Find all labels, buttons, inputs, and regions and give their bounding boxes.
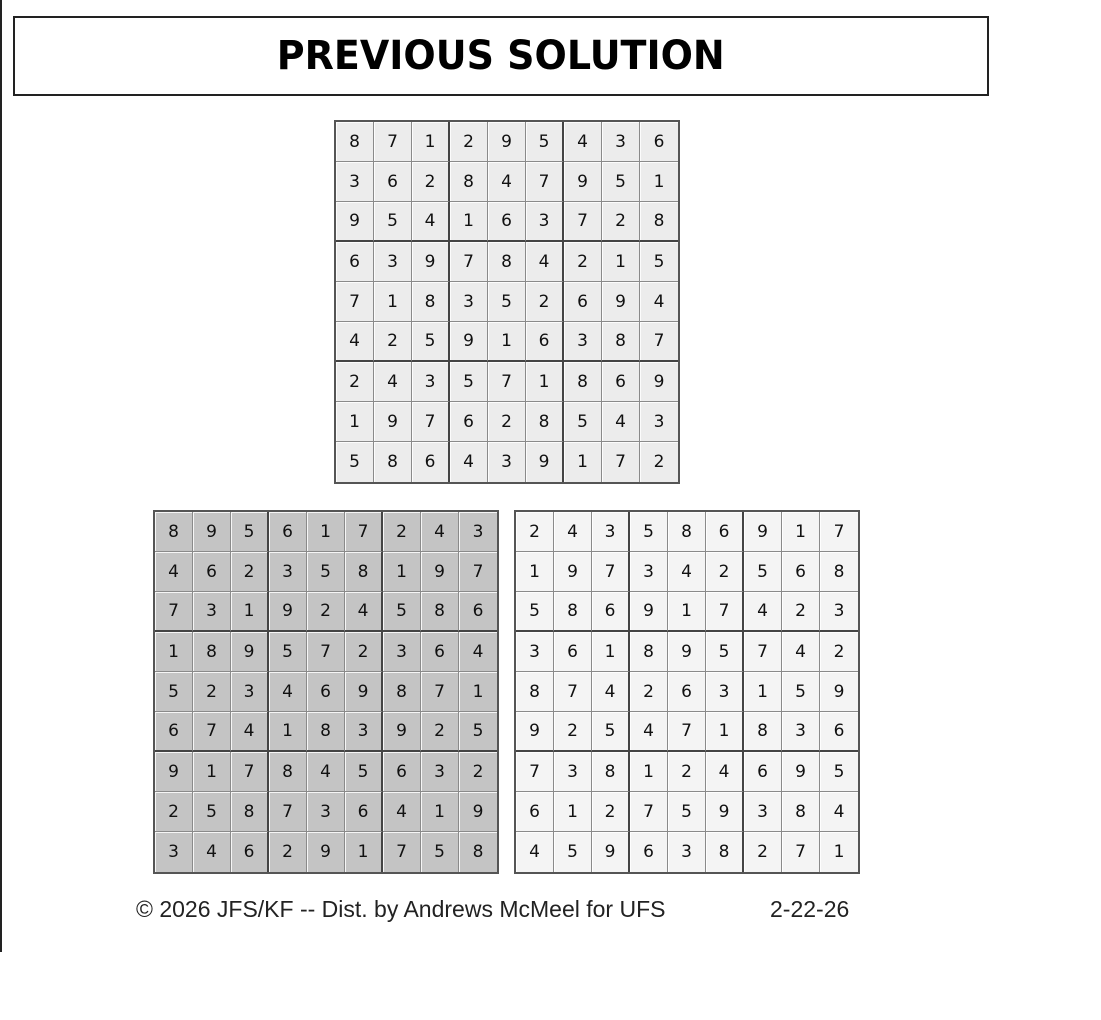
sudoku-cell: 8 bbox=[307, 712, 345, 752]
sudoku-cell: 3 bbox=[820, 592, 858, 632]
sudoku-cell: 6 bbox=[706, 512, 744, 552]
sudoku-cell: 6 bbox=[383, 752, 421, 792]
sudoku-cell: 8 bbox=[459, 832, 497, 872]
sudoku-cell: 9 bbox=[554, 552, 592, 592]
sudoku-cell: 8 bbox=[554, 592, 592, 632]
sudoku-cell: 5 bbox=[668, 792, 706, 832]
sudoku-cell: 9 bbox=[459, 792, 497, 832]
sudoku-cell: 3 bbox=[554, 752, 592, 792]
sudoku-cell: 7 bbox=[412, 402, 450, 442]
sudoku-grid-bottom-right bbox=[514, 510, 860, 874]
sudoku-cell: 1 bbox=[592, 632, 630, 672]
sudoku-cell: 5 bbox=[374, 202, 412, 242]
sudoku-cell: 6 bbox=[450, 402, 488, 442]
sudoku-cell: 4 bbox=[630, 712, 668, 752]
sudoku-cell: 2 bbox=[706, 552, 744, 592]
sudoku-cell: 1 bbox=[554, 792, 592, 832]
sudoku-cell: 5 bbox=[744, 552, 782, 592]
sudoku-cell: 5 bbox=[336, 442, 374, 482]
sudoku-cell: 6 bbox=[526, 322, 564, 362]
sudoku-cell: 9 bbox=[526, 442, 564, 482]
sudoku-cell: 9 bbox=[193, 512, 231, 552]
sudoku-cell: 9 bbox=[488, 122, 526, 162]
sudoku-cell: 5 bbox=[421, 832, 459, 872]
sudoku-cell: 2 bbox=[564, 242, 602, 282]
page-title: PREVIOUS SOLUTION bbox=[277, 33, 725, 79]
sudoku-cell: 5 bbox=[592, 712, 630, 752]
sudoku-cell: 2 bbox=[592, 792, 630, 832]
sudoku-cell: 1 bbox=[630, 752, 668, 792]
sudoku-cell: 9 bbox=[630, 592, 668, 632]
sudoku-cell: 1 bbox=[602, 242, 640, 282]
sudoku-cell: 2 bbox=[231, 552, 269, 592]
sudoku-cell: 7 bbox=[307, 632, 345, 672]
sudoku-cell: 9 bbox=[421, 552, 459, 592]
sudoku-cell: 1 bbox=[345, 832, 383, 872]
sudoku-cell: 9 bbox=[374, 402, 412, 442]
sudoku-cell: 6 bbox=[336, 242, 374, 282]
sudoku-cell: 4 bbox=[383, 792, 421, 832]
sudoku-cell: 6 bbox=[269, 512, 307, 552]
sudoku-cell: 2 bbox=[383, 512, 421, 552]
sudoku-cell: 3 bbox=[374, 242, 412, 282]
sudoku-cell: 8 bbox=[592, 752, 630, 792]
sudoku-cell: 4 bbox=[345, 592, 383, 632]
sudoku-cell: 8 bbox=[744, 712, 782, 752]
sudoku-cell: 2 bbox=[269, 832, 307, 872]
sudoku-cell: 4 bbox=[412, 202, 450, 242]
sudoku-cell: 4 bbox=[336, 322, 374, 362]
sudoku-cell: 4 bbox=[744, 592, 782, 632]
sudoku-cell: 6 bbox=[488, 202, 526, 242]
sudoku-cell: 2 bbox=[412, 162, 450, 202]
sudoku-cell: 9 bbox=[231, 632, 269, 672]
sudoku-cell: 7 bbox=[630, 792, 668, 832]
sudoku-cell: 1 bbox=[421, 792, 459, 832]
sudoku-cell: 2 bbox=[336, 362, 374, 402]
sudoku-cell: 7 bbox=[516, 752, 554, 792]
sudoku-cell: 7 bbox=[345, 512, 383, 552]
sudoku-cell: 9 bbox=[336, 202, 374, 242]
sudoku-cell: 3 bbox=[421, 752, 459, 792]
sudoku-cell: 2 bbox=[640, 442, 678, 482]
sudoku-cell: 8 bbox=[155, 512, 193, 552]
sudoku-cell: 9 bbox=[592, 832, 630, 872]
sudoku-cell: 1 bbox=[412, 122, 450, 162]
sudoku-cell: 2 bbox=[345, 632, 383, 672]
sudoku-cell: 2 bbox=[421, 712, 459, 752]
sudoku-cell: 2 bbox=[630, 672, 668, 712]
sudoku-cell: 8 bbox=[640, 202, 678, 242]
sudoku-cell: 3 bbox=[516, 632, 554, 672]
sudoku-cell: 1 bbox=[526, 362, 564, 402]
sudoku-cell: 4 bbox=[526, 242, 564, 282]
sudoku-cell: 5 bbox=[516, 592, 554, 632]
sudoku-cell: 9 bbox=[782, 752, 820, 792]
sudoku-cell: 7 bbox=[374, 122, 412, 162]
sudoku-cell: 3 bbox=[744, 792, 782, 832]
sudoku-cell: 5 bbox=[307, 552, 345, 592]
sudoku-cell: 6 bbox=[744, 752, 782, 792]
sudoku-cell: 7 bbox=[269, 792, 307, 832]
sudoku-cell: 1 bbox=[155, 632, 193, 672]
sudoku-cell: 5 bbox=[193, 792, 231, 832]
sudoku-cell: 9 bbox=[269, 592, 307, 632]
sudoku-cell: 4 bbox=[307, 752, 345, 792]
sudoku-cell: 4 bbox=[602, 402, 640, 442]
sudoku-cell: 6 bbox=[374, 162, 412, 202]
sudoku-cell: 3 bbox=[193, 592, 231, 632]
sudoku-cell: 2 bbox=[450, 122, 488, 162]
sudoku-cell: 6 bbox=[516, 792, 554, 832]
sudoku-cell: 9 bbox=[155, 752, 193, 792]
sudoku-cell: 6 bbox=[630, 832, 668, 872]
header-banner bbox=[13, 16, 989, 96]
sudoku-cell: 8 bbox=[336, 122, 374, 162]
sudoku-cell: 5 bbox=[564, 402, 602, 442]
sudoku-cell: 1 bbox=[450, 202, 488, 242]
sudoku-cell: 4 bbox=[155, 552, 193, 592]
sudoku-cell: 7 bbox=[488, 362, 526, 402]
sudoku-cell: 7 bbox=[231, 752, 269, 792]
sudoku-cell: 4 bbox=[668, 552, 706, 592]
sudoku-cell: 2 bbox=[459, 752, 497, 792]
sudoku-cell: 8 bbox=[630, 632, 668, 672]
sudoku-cell: 3 bbox=[640, 402, 678, 442]
sudoku-cell: 1 bbox=[706, 712, 744, 752]
sudoku-cell: 8 bbox=[516, 672, 554, 712]
sudoku-cell: 6 bbox=[307, 672, 345, 712]
sudoku-cell: 3 bbox=[564, 322, 602, 362]
sudoku-cell: 9 bbox=[640, 362, 678, 402]
sudoku-cell: 3 bbox=[345, 712, 383, 752]
footer-date: 2-22-26 bbox=[770, 896, 850, 922]
sudoku-cell: 5 bbox=[155, 672, 193, 712]
sudoku-cell: 9 bbox=[744, 512, 782, 552]
sudoku-cell: 2 bbox=[155, 792, 193, 832]
sudoku-cell: 3 bbox=[526, 202, 564, 242]
sudoku-cell: 2 bbox=[744, 832, 782, 872]
sudoku-cell: 7 bbox=[706, 592, 744, 632]
sudoku-cell: 7 bbox=[602, 442, 640, 482]
sudoku-cell: 5 bbox=[640, 242, 678, 282]
sudoku-cell: 8 bbox=[383, 672, 421, 712]
sudoku-cell: 7 bbox=[592, 552, 630, 592]
sudoku-cell: 1 bbox=[307, 512, 345, 552]
sudoku-cell: 9 bbox=[412, 242, 450, 282]
sudoku-cell: 3 bbox=[488, 442, 526, 482]
sudoku-cell: 8 bbox=[231, 792, 269, 832]
sudoku-cell: 7 bbox=[336, 282, 374, 322]
sudoku-cell: 1 bbox=[820, 832, 858, 872]
sudoku-cell: 1 bbox=[564, 442, 602, 482]
sudoku-cell: 3 bbox=[383, 632, 421, 672]
sudoku-cell: 6 bbox=[193, 552, 231, 592]
sudoku-cell: 3 bbox=[336, 162, 374, 202]
sudoku-cell: 1 bbox=[336, 402, 374, 442]
sudoku-cell: 9 bbox=[820, 672, 858, 712]
sudoku-cell: 5 bbox=[345, 752, 383, 792]
sudoku-grid-top bbox=[334, 120, 680, 484]
sudoku-cell: 7 bbox=[459, 552, 497, 592]
sudoku-cell: 1 bbox=[744, 672, 782, 712]
sudoku-cell: 7 bbox=[155, 592, 193, 632]
sudoku-cell: 6 bbox=[155, 712, 193, 752]
sudoku-cell: 9 bbox=[307, 832, 345, 872]
sudoku-cell: 8 bbox=[526, 402, 564, 442]
sudoku-cell: 3 bbox=[450, 282, 488, 322]
sudoku-cell: 9 bbox=[345, 672, 383, 712]
sudoku-cell: 4 bbox=[516, 832, 554, 872]
sudoku-cell: 4 bbox=[193, 832, 231, 872]
sudoku-cell: 6 bbox=[820, 712, 858, 752]
sudoku-cell: 5 bbox=[459, 712, 497, 752]
sudoku-cell: 5 bbox=[706, 632, 744, 672]
sudoku-cell: 8 bbox=[374, 442, 412, 482]
sudoku-cell: 5 bbox=[782, 672, 820, 712]
sudoku-cell: 8 bbox=[193, 632, 231, 672]
sudoku-cell: 2 bbox=[193, 672, 231, 712]
sudoku-cell: 7 bbox=[193, 712, 231, 752]
sudoku-cell: 7 bbox=[554, 672, 592, 712]
sudoku-cell: 2 bbox=[307, 592, 345, 632]
sudoku-cell: 4 bbox=[421, 512, 459, 552]
sudoku-cell: 7 bbox=[450, 242, 488, 282]
sudoku-cell: 4 bbox=[269, 672, 307, 712]
sudoku-cell: 2 bbox=[488, 402, 526, 442]
sudoku-cell: 6 bbox=[640, 122, 678, 162]
sudoku-cell: 3 bbox=[602, 122, 640, 162]
sudoku-cell: 4 bbox=[459, 632, 497, 672]
sudoku-cell: 9 bbox=[564, 162, 602, 202]
sudoku-cell: 9 bbox=[450, 322, 488, 362]
sudoku-cell: 2 bbox=[820, 632, 858, 672]
sudoku-cell: 5 bbox=[450, 362, 488, 402]
sudoku-cell: 5 bbox=[526, 122, 564, 162]
sudoku-cell: 3 bbox=[412, 362, 450, 402]
sudoku-cell: 4 bbox=[820, 792, 858, 832]
sudoku-cell: 1 bbox=[640, 162, 678, 202]
sudoku-cell: 9 bbox=[602, 282, 640, 322]
sudoku-cell: 6 bbox=[602, 362, 640, 402]
sudoku-cell: 2 bbox=[554, 712, 592, 752]
sudoku-cell: 2 bbox=[668, 752, 706, 792]
sudoku-cell: 2 bbox=[374, 322, 412, 362]
sudoku-cell: 7 bbox=[421, 672, 459, 712]
sudoku-cell: 9 bbox=[516, 712, 554, 752]
sudoku-cell: 3 bbox=[269, 552, 307, 592]
sudoku-cell: 3 bbox=[231, 672, 269, 712]
sudoku-cell: 8 bbox=[668, 512, 706, 552]
sudoku-cell: 5 bbox=[383, 592, 421, 632]
sudoku-cell: 6 bbox=[782, 552, 820, 592]
sudoku-cell: 8 bbox=[782, 792, 820, 832]
sudoku-cell: 4 bbox=[374, 362, 412, 402]
sudoku-cell: 9 bbox=[706, 792, 744, 832]
sudoku-cell: 2 bbox=[516, 512, 554, 552]
sudoku-cell: 2 bbox=[782, 592, 820, 632]
sudoku-cell: 4 bbox=[592, 672, 630, 712]
sudoku-cell: 8 bbox=[412, 282, 450, 322]
sudoku-cell: 8 bbox=[345, 552, 383, 592]
sudoku-cell: 8 bbox=[564, 362, 602, 402]
sudoku-cell: 4 bbox=[564, 122, 602, 162]
sudoku-cell: 3 bbox=[459, 512, 497, 552]
sudoku-grid-bottom-left bbox=[153, 510, 499, 874]
sudoku-cell: 8 bbox=[488, 242, 526, 282]
sudoku-cell: 2 bbox=[602, 202, 640, 242]
sudoku-cell: 5 bbox=[412, 322, 450, 362]
sudoku-cell: 8 bbox=[602, 322, 640, 362]
sudoku-cell: 9 bbox=[383, 712, 421, 752]
sudoku-cell: 5 bbox=[488, 282, 526, 322]
sudoku-cell: 3 bbox=[592, 512, 630, 552]
sudoku-cell: 6 bbox=[421, 632, 459, 672]
sudoku-cell: 7 bbox=[782, 832, 820, 872]
sudoku-cell: 1 bbox=[488, 322, 526, 362]
sudoku-cell: 1 bbox=[193, 752, 231, 792]
sudoku-cell: 8 bbox=[450, 162, 488, 202]
sudoku-cell: 6 bbox=[345, 792, 383, 832]
sudoku-cell: 1 bbox=[516, 552, 554, 592]
sudoku-cell: 5 bbox=[820, 752, 858, 792]
sudoku-cell: 4 bbox=[231, 712, 269, 752]
sudoku-cell: 3 bbox=[630, 552, 668, 592]
footer-credit: © 2026 JFS/KF -- Dist. by Andrews McMeel for UFS bbox=[136, 896, 666, 922]
sudoku-cell: 1 bbox=[668, 592, 706, 632]
sudoku-cell: 6 bbox=[231, 832, 269, 872]
sudoku-cell: 6 bbox=[564, 282, 602, 322]
sudoku-cell: 8 bbox=[269, 752, 307, 792]
sudoku-cell: 7 bbox=[640, 322, 678, 362]
sudoku-cell: 1 bbox=[231, 592, 269, 632]
sudoku-cell: 4 bbox=[782, 632, 820, 672]
sudoku-cell: 7 bbox=[383, 832, 421, 872]
sudoku-cell: 1 bbox=[269, 712, 307, 752]
sudoku-cell: 5 bbox=[602, 162, 640, 202]
sudoku-cell: 7 bbox=[564, 202, 602, 242]
sudoku-cell: 6 bbox=[554, 632, 592, 672]
sudoku-cell: 1 bbox=[459, 672, 497, 712]
sudoku-cell: 3 bbox=[307, 792, 345, 832]
sudoku-cell: 3 bbox=[668, 832, 706, 872]
sudoku-cell: 6 bbox=[592, 592, 630, 632]
sudoku-cell: 7 bbox=[668, 712, 706, 752]
footer bbox=[136, 896, 876, 928]
sudoku-cell: 4 bbox=[554, 512, 592, 552]
sudoku-cell: 1 bbox=[782, 512, 820, 552]
sudoku-cell: 5 bbox=[554, 832, 592, 872]
sudoku-cell: 4 bbox=[640, 282, 678, 322]
sudoku-cell: 4 bbox=[706, 752, 744, 792]
sudoku-cell: 6 bbox=[459, 592, 497, 632]
sudoku-cell: 8 bbox=[706, 832, 744, 872]
sudoku-cell: 6 bbox=[668, 672, 706, 712]
sudoku-cell: 8 bbox=[421, 592, 459, 632]
sudoku-cell: 7 bbox=[820, 512, 858, 552]
sudoku-cell: 8 bbox=[820, 552, 858, 592]
sudoku-cell: 7 bbox=[526, 162, 564, 202]
sudoku-cell: 5 bbox=[630, 512, 668, 552]
sudoku-cell: 5 bbox=[269, 632, 307, 672]
sudoku-cell: 2 bbox=[526, 282, 564, 322]
sudoku-cell: 4 bbox=[450, 442, 488, 482]
sudoku-cell: 5 bbox=[231, 512, 269, 552]
sudoku-cell: 4 bbox=[488, 162, 526, 202]
sudoku-cell: 6 bbox=[412, 442, 450, 482]
sudoku-cell: 3 bbox=[706, 672, 744, 712]
sudoku-cell: 3 bbox=[155, 832, 193, 872]
sudoku-cell: 1 bbox=[374, 282, 412, 322]
sudoku-cell: 1 bbox=[383, 552, 421, 592]
sudoku-cell: 3 bbox=[782, 712, 820, 752]
sudoku-cell: 7 bbox=[744, 632, 782, 672]
left-border-rule bbox=[0, 0, 2, 952]
sudoku-cell: 9 bbox=[668, 632, 706, 672]
